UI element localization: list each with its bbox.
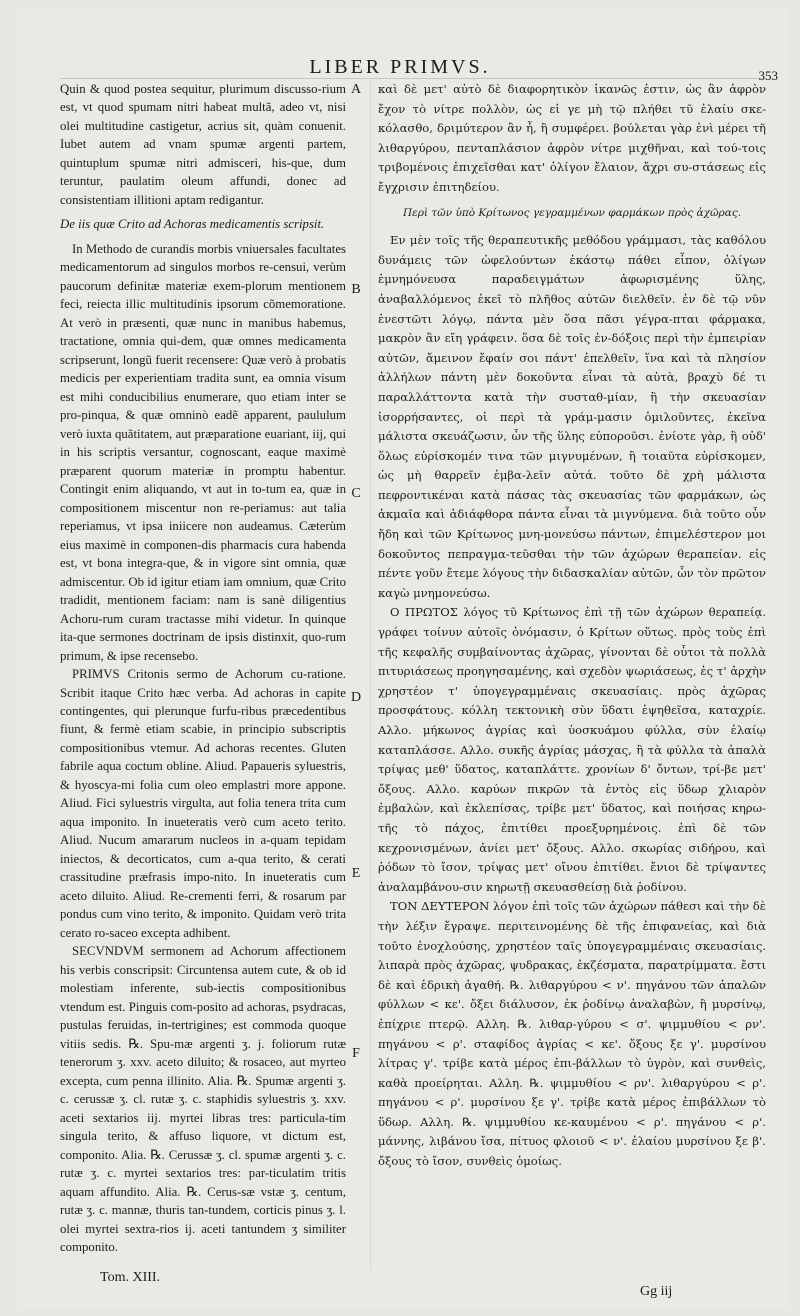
greek-paragraph: Ο ΠΡΩΤΟΣ λόγος τῦ Κρίτωνος ἐπὶ τῇ τῶν ἀχώρων θεραπείᾳ. γράφει τοίνυν αὐτοῖς ὀνόμασιν, ὁ Κρίτων οὕτως. πρὸς τοὺς ἐπὶ τῆς κεφαλῆς συμβαίνοντας ἀχῶρας, γίνονται δὲ οὗτοι τὰ πολλὰ πιτυριάσεως προηγησαμένης, καὶ σχεδὸν ψωριάσεως, ἐς τ' ἀρχὴν χρηστέον τ' ὑπογεγραμμέναις σκευασίαις. πρὸς ἀχῶρας προσφάτους. κόλλη τεκτονικὴ σὺν ὕδατι ἑψηθεῖσα, καταχρίε. Αλλο. μήκωνος ἀγρίας καὶ ὑοσκυάμου φύλλα, σὺν ἐλαίῳ καταπλάσσε. Αλλο. συκῆς ἀγρίας μάσχας, ἢ τὰ φύλλα τὰ ἁπαλὰ τρίψας μεθ' ὕδατος, καταπλάττε. χρονίων δ' ὄντων, τρί-βε μετ' ὄξους. Αλλο. καρύων πικρῶν τὰ ἐντὸς εἰς ὕδωρ χλιαρὸν ἐμβαλὼν, καὶ ἐκλεπίσας, τρίβε μετ' ὕδατος, καὶ ποιήσας κηρω-τῆς τὸ πάχος, ἐπιτίθει προεξυρημένοις. ἐπὶ δὲ τῶν κεχρονισμένων, ἀνίει μετ' ὄξους. Αλλο. σκωρίας σιδήρου, καὶ ῥόδων τὸ ἴσον, τρίψας μετ' οἴνου ἐπιτίθει. ἔνιοι δὲ τρίψαντες ἀναλαμβάνου-σιν κηρωτῇ σκευασθείσῃ διὰ ῥοδίνου.: [378, 605, 766, 894]
greek-paragraph: καὶ δὲ μετ' αὐτὸ δὲ διαφορητικὸν ἱκανῶς ἐστιν, ὡς ἂν ἀφρὸν ἔχον τὸ νίτρε πολλὸν, ὡς εἰ γε μὴ τῷ πλήθει τῦ ἐλαίυ σκε-κόλασθο, δριμύτερον ἂν ἦ, ἢ συμφέρει. βούλεται γὰρ ἐνὶ μέρει τῆ λιθαργύρου, πενταπλάσιον ἀφρὸν νίτρε μιχθῆναι, καὶ τού-τοις τριβομένοις ἐπιχεῖσθαι κατ' ὀλίγον ἔλαιον, ἄχρι συ-στάσεως εἰς ἔγχρισιν ἐπιτηδείου.: [378, 82, 766, 194]
running-title: LIBER PRIMVS.: [309, 56, 491, 78]
greek-paragraph: ΤΟΝ ΔΕΥΤΕΡΟΝ λόγον ἐπὶ τοῖς τῶν ἀχώρων πάθεσι καὶ τὴν δὲ τὴν λέξιν ἔγραψε. περιτεινομένης δὲ τῆς ἐπιφανείας, καὶ διὰ τοῦτο ἐνοχλούσης, χρηστέον ταῖς ὑπογεγραμμέναις σκευασίαις. λιπαρὰ πρὸς ἀχῶρας, ψυδρακας, ἐκζέσματα, παρατρίμματα. ἔστι δὲ καὶ ἑδρικὴ ἀγαθή. ℞. λιθαργύρου < ν'. πηγάνου τῶν ἁπαλῶν φύλλων < κε'. ὄξει διάλυσον, ἐκ ῥοδίνῳ ἀναλαβὼν, ἢ μυρσίνῳ, ἐπίχριε πτερῷ. Αλλη. ℞. λιθαρ-γύρου < σ'. ψιμμυθίου < ρν'. πηγάνου < ρ'. σταφίδος ἀγρίας < κε'. ὄξους ξε γ'. μυρσίνου λίτρας γ'. τρίβε κατὰ μέρος ἐπι-βάλλων τὸ ὑγρὸν, καὶ συνθεὶς, καθὰ προείρηται. Αλλη. ℞. ψιμμυθίου < ρν'. λιθαργύρου < ρ'. πηγάνου < ρ'. μυρσίνου ξε γ'. τρίβε κατὰ μέρος ἐπιβάλλων τὸ ὕδωρ. Αλλη. ℞. ψιμμυθίου κε-καυμένου < ρ'. πηγάνου < ρ'. μάννης, λιβάνου ἴσα, πίτυος φλοιοῦ < ν'. ἐλαίου μυρσίνου ξε β'. ὄξους τὸ ἴσον, συνθεὶς ὁμοίως.: [378, 899, 766, 1169]
margin-letter-e: E: [351, 866, 361, 881]
margin-letter-b: B: [351, 282, 361, 297]
volume-label: Tom. XIII.: [100, 1270, 161, 1285]
margin-letter-f: F: [352, 1046, 360, 1061]
greek-paragraph: Περὶ τῶν ὑπὸ Κρίτωνος γεγραμμένων φαρμάκων πρὸς ἀχῶρας.: [402, 206, 742, 219]
margin-letter-d: D: [350, 690, 362, 705]
greek-paragraph: Εν μὲν τοῖς τῆς θεραπευτικῆς μεθόδου γράμμασι, τὰς καθόλου δυνάμεις τῶν ὠφελούντων ἑκάστῳ πάθει εἶπον, ὀλίγων ἐμνημόνευσα παραδειγμάτων ἀφωρισμένης ὕλης, ἀναβαλλόμενος ἐκεῖ τὸ πλῆθος αὐτῶν διελθεῖν. ἐν δὲ τῷ νῦν ἐνεστῶτι λόγῳ, πάντα μὲν ὅσα πᾶσι γέγρα-πται φάρμακα, μακρὸν ἂν εἴη γράφειν. ὅσα δὲ τοῖς ἐν-δόξοις περὶ τὴν ἐμπειρίαν αὐτῶν, ἄμεινον ἔφαίν σοι πάντ' ἐπελθεῖν, ἵνα καὶ τὰ πλησίον ἀλλήλων πάντη μὲν δοκοῦντα εἶναι τὰ αὐτὰ, βραχὺ δέ τι παραλλάττοντα κατὰ τὴν συσταθ-μίαν, ἢ τὴν σκευασίαν ἰσορρήσαντες, οἱ περὶ τὰ γράμ-μασιν ὁμιλοῦντες, ἐκεῖνα μάλιστα σκευάζωσιν, ὧν τῆς ὕλης εὐποροῦσι. ἐνίοτε γὰρ, ἢ οὐδ' ὅλως εὑρίσκομέν τινα τῶν μιγνυμένων, ἢ τοιαῦτα εὑρίσκομεν, ὡς μὴ θαρρεῖν ἐμβα-λεῖν αὐτά. τοῦτο δὲ χρὴ μάλιστα πεφροντικέναι κατὰ πάσας τὰς σκευασίας τῶν φαρμάκων, ὡς ἀκμαῖα καὶ ἀδιάφθορα πάντα εἶναι τὰ μιγνύμενα. διὰ τοῦτο οὖν ἤδη καὶ τῶν Κρίτωνος μνη-μονεύσω πάντων, ἐπιμελέστερον μοι δοκοῦντος πεπραγμα-τεῦσθαι τὴν τῶν ἀχώρων θεραπείαν. εἰς πέντε γοῦν ἔτεμε λόγους τὴν διδασκαλίαν αὐτῶν, ὧν τὸν πρῶτον καγὼ μνημονεύσω.: [378, 233, 766, 600]
page-number: 353: [758, 68, 778, 83]
latin-paragraph: In Methodo de curandis morbis vniuersales facultates medicamentorum ad singulos morbos re-censui, verùm paucorum definitæ materiæ exem-plorum mentionem feci, reiecta illic multitudinis ipsorum cõmemoratione. At verò in præsenti, quæ nunc in manibus habemus, tractatione, omnia qui-dem, quæ omnes medicamenta scripserunt, longũ fuerit recensere: Quæ verò à probatis medicis per experientiam tradita sunt, ea omnia visum est mihi conducibilius enumerare, quo etiam inter se pro-pinqua, & quæ omninò eadẽ apparent, paululum verò iuxta quãtitatem, aut præparatione euariant, iij, qui in his scriptis versantur, cognoscant, eaque maximè præparent quorum materiæ in promptu habentur. Contingit enim aliquando, vt aut in to-tum ea, quæ in compositionem miscentur non re-periamus: aut talia reperiamus, vt ipsa iniicere non audeamus. Cæterùm eius maximè in componen-dis pharmacis cura habenda est, vt bona integra-que, & in vigore sint omnia, quæ admiscentur. Ob id igitur etiam iam omnium, quæ Crito tradidit, mentionem faciam: nam is sanè diligentius Achoru-rum curam tractasse mihi videtur. In quinque ita-que sermones doctrinam de ipsis distinxit, quo-rum primum, & ipse recensebo.: [60, 241, 346, 663]
margin-letter-a: A: [350, 82, 362, 97]
latin-column: [60, 80, 346, 1257]
signature-mark: Gg iij: [640, 1284, 673, 1299]
latin-paragraph: SECVNDVM sermonem ad Achorum affectionem his verbis conscripsit: Circuntensa autem cute, & ob id molestiam inferente, sub-iectis compositionibus vtendum est. Pinguis com-posito ad achoras, psydracas, pustulas feruidas, in-tertrigines; est commoda quoque vitiis sedis. ℞. Spu-mæ argenti ʒ. j. foliorum rutæ tenerorum ʒ. xxv. aceto diluito; & rosaceo, aut myrteo excepta, cum penna illinito. Alia. ℞. Spumæ argenti ʒ. c. cerussæ ʒ. cl. rutæ ʒ. c. staphidis syluestris ʒ. xxv. aceti sextarios iij. myrtei libras tres: particula-tim singula terito, & affuso liquore, vt dictum est, componito. Alia. ℞. Cerussæ ʒ. cl. spumæ argenti ʒ. c. rutæ ʒ. c. myrtei sextarios tres: par-ticulatim tritis aquam affundito. Alia. ℞. Cerus-sæ vstæ ʒ. centum, rutæ ʒ. c. mannæ, thuris tan-tundem, corticis pinus ʒ. l. olei myrtei sextra-rios ij. aceti tantundem ʒ similiter componito.: [60, 944, 346, 1255]
margin-letter-c: C: [351, 486, 361, 501]
latin-paragraph: De iis quæ Crito ad Achoras medicamentis scripsit.: [60, 217, 325, 232]
column-gutter: [370, 80, 371, 1270]
latin-paragraph: PRIMVS Critonis sermo de Achorum cu-ratione. Scribit itaque Crito hæc verba. Ad achoras in capite contingentes, qui plerunque furfu-ribus præcedentibus fiunt, & fermè etiam scabie, in principio subscriptis compositionibus vtemur. Ad achoras recentes. Gluten fabrile aqua coctum obline. Aliud. Papaueris syluestris, & hyoscya-mi folia cum oleo emplastri more appone. Aliud. Fici syluestris virgulta, aut folia tenera trita cum aqua imponito. In inueteratis verò cum aceto terito. Aliud. Nucum amararum nucleos in a-quam tepidam iniectos, & decorticatos, cum a-qua terito, & cerati crassitudine præfrasis impo-nito. In inueteratis cum aceto diluito. Aliud. Re-crementi ferri, & rosarum par pondus cum vino terito, & imponito. Quidam verò trita cerato ro-saceo excepta adhibent.: [60, 667, 346, 940]
greek-column: [378, 80, 766, 1172]
latin-paragraph: Quin & quod postea sequitur, plurimum discusso-rium est, vt quod spumam nitri habeat multã, adeo vt, nisi olei multitudine castigetur, acrius sit, quàm conuenit. Iubet autem ad vnam spumæ argenti partem, quintuplum spumæ nitri admisceri, his-que, dum teruntur, paulatim oleum affundi, donec ad consistentiam illitioni aptam redigantur.: [60, 82, 346, 207]
